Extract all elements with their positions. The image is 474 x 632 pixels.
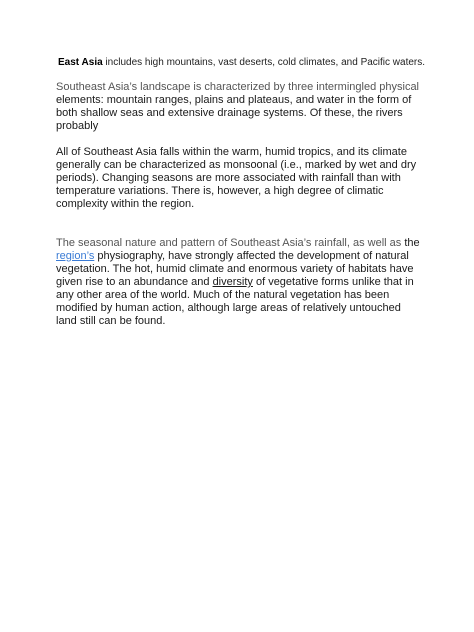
- intro-bold-term: East Asia: [58, 57, 103, 68]
- paragraph-vegetation-rest: of vegetative forms unlike that in any other area of the world. Much of the natural vegetation has been modified by human action, although large areas of relatively untouched land still can be found.: [56, 276, 414, 327]
- paragraph-landscape-lead: Southeast Asia’s landscape is characterized by three intermingled physical: [56, 81, 419, 93]
- paragraph-vegetation-mid: physiography, have strongly affected the development of natural vegetation. The hot, humid climate and enormous variety of habitats have given rise to an abundance and: [56, 250, 414, 288]
- paragraph-vegetation-lead: The seasonal nature and pattern of Southeast Asia’s rainfall, as well as: [56, 237, 402, 249]
- paragraph-vegetation-the: the: [401, 237, 420, 249]
- paragraph-landscape-text: elements: mountain ranges, plains and plateaus, and water in the form of both shallow seas and extensive drainage systems. Of these, the rivers probably: [56, 94, 412, 132]
- paragraph-landscape: [56, 81, 422, 133]
- intro-line: [58, 57, 438, 69]
- intro-text: includes high mountains, vast deserts, cold climates, and Pacific waters.: [102, 57, 426, 68]
- paragraph-climate: [56, 146, 422, 211]
- paragraph-vegetation: [56, 237, 422, 328]
- paragraph-climate-text: All of Southeast Asia falls within the warm, humid tropics, and its climate generally can be characterized as monsoonal (i.e., marked by wet and dry periods). Changing seasons are more associated with rainfall than with temperature variations. There is, however, a high degree of climatic complexity within the region.: [56, 146, 417, 210]
- regions-link[interactable]: region’s: [56, 250, 95, 262]
- diversity-link[interactable]: diversity: [212, 276, 253, 288]
